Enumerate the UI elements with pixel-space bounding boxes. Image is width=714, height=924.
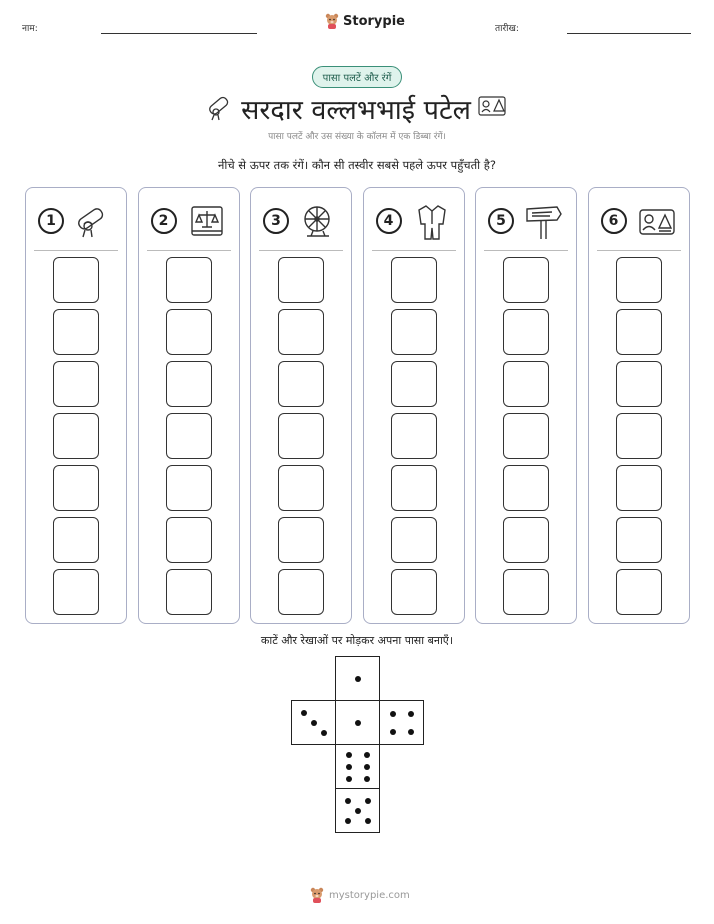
dice-column-2 [138, 187, 240, 624]
die-pip [355, 676, 361, 682]
diploma-scroll-icon [206, 92, 236, 122]
dice-column-6 [588, 187, 690, 624]
column-header [147, 198, 231, 251]
color-box[interactable] [53, 465, 99, 511]
spinning-wheel-icon [299, 202, 339, 242]
color-box[interactable] [53, 569, 99, 615]
brand-logo [325, 13, 405, 29]
color-box[interactable] [503, 569, 549, 615]
die-pip [364, 764, 370, 770]
color-box[interactable] [503, 517, 549, 563]
page-title: सरदार वल्लभभाई पटेल [241, 95, 471, 126]
color-box[interactable] [53, 413, 99, 459]
column-header [34, 198, 118, 251]
color-box[interactable] [278, 257, 324, 303]
color-box[interactable] [53, 257, 99, 303]
kurta-suit-icon [412, 202, 452, 242]
date-field[interactable] [567, 33, 691, 34]
die-pip [301, 710, 307, 716]
color-box[interactable] [503, 257, 549, 303]
die-pip [408, 729, 414, 735]
subtitle: पासा पलटें और उस संख्या के कॉलम में एक डिब्बा रंगें। [268, 132, 446, 142]
die-pip [364, 776, 370, 782]
column-header [259, 198, 343, 251]
color-box[interactable] [53, 309, 99, 355]
dice-column-4 [363, 187, 465, 624]
color-box[interactable] [391, 361, 437, 407]
color-box[interactable] [616, 309, 662, 355]
brand-name: Storypie [343, 13, 405, 29]
column-number: 4 [376, 208, 402, 234]
footer-site: mystorypie.com [329, 889, 410, 901]
color-box[interactable] [616, 361, 662, 407]
color-box[interactable] [278, 517, 324, 563]
die-face-1 [335, 700, 380, 745]
column-header [484, 198, 568, 251]
die-pip [321, 730, 327, 736]
column-header [372, 198, 456, 251]
law-book-icon [187, 202, 227, 242]
color-box[interactable] [278, 361, 324, 407]
die-face-1 [335, 656, 380, 701]
bear-mascot-icon [325, 13, 339, 29]
die-face-6 [335, 744, 380, 789]
color-box[interactable] [391, 257, 437, 303]
color-box[interactable] [391, 309, 437, 355]
die-pip [345, 798, 351, 804]
die-pip [365, 798, 371, 804]
color-box[interactable] [503, 361, 549, 407]
dice-column-1 [25, 187, 127, 624]
color-box[interactable] [166, 517, 212, 563]
die-face-5 [335, 788, 380, 833]
die-face-4 [379, 700, 424, 745]
color-box[interactable] [166, 257, 212, 303]
color-box[interactable] [391, 517, 437, 563]
color-box[interactable] [391, 465, 437, 511]
die-pip [364, 752, 370, 758]
color-box[interactable] [166, 413, 212, 459]
die-pip [355, 808, 361, 814]
color-box[interactable] [278, 569, 324, 615]
color-box[interactable] [503, 413, 549, 459]
diploma-scroll-icon [74, 202, 114, 242]
activity-badge: पासा पलटें और रंगें [312, 66, 403, 88]
column-number: 1 [38, 208, 64, 234]
die-pip [365, 818, 371, 824]
color-box[interactable] [616, 413, 662, 459]
signpost-icon [524, 202, 564, 242]
column-number: 2 [151, 208, 177, 234]
color-box[interactable] [391, 569, 437, 615]
color-box[interactable] [616, 465, 662, 511]
column-number: 5 [488, 208, 514, 234]
die-pip [355, 720, 361, 726]
voting-card-icon [478, 95, 506, 117]
die-pip [390, 729, 396, 735]
name-field[interactable] [101, 33, 257, 34]
color-box[interactable] [503, 309, 549, 355]
color-box[interactable] [391, 413, 437, 459]
column-header [597, 198, 681, 251]
die-instruction: काटें और रेखाओं पर मोड़कर अपना पासा बनाएँ। [260, 634, 454, 647]
color-box[interactable] [616, 569, 662, 615]
bear-mascot-icon [310, 887, 324, 903]
color-box[interactable] [166, 465, 212, 511]
date-label: तारीख: [495, 24, 519, 34]
color-box[interactable] [616, 257, 662, 303]
voting-card-icon [637, 202, 677, 242]
column-number: 3 [263, 208, 289, 234]
column-number: 6 [601, 208, 627, 234]
die-pip [346, 776, 352, 782]
dice-column-3 [250, 187, 352, 624]
die-pip [346, 752, 352, 758]
color-box[interactable] [53, 361, 99, 407]
color-box[interactable] [166, 361, 212, 407]
color-box[interactable] [278, 413, 324, 459]
name-label: नाम: [22, 24, 38, 34]
die-pip [390, 711, 396, 717]
die-pip [345, 818, 351, 824]
die-face-3 [291, 700, 336, 745]
dice-column-5 [475, 187, 577, 624]
die-pip [408, 711, 414, 717]
color-box[interactable] [278, 309, 324, 355]
footer [310, 887, 410, 903]
color-box[interactable] [616, 517, 662, 563]
color-box[interactable] [166, 309, 212, 355]
color-box[interactable] [166, 569, 212, 615]
color-box[interactable] [278, 465, 324, 511]
die-pip [346, 764, 352, 770]
color-box[interactable] [503, 465, 549, 511]
color-box[interactable] [53, 517, 99, 563]
instruction: नीचे से ऊपर तक रंगें। कौन सी तस्वीर सबसे पहले ऊपर पहुँचती है? [217, 158, 497, 172]
die-pip [311, 720, 317, 726]
